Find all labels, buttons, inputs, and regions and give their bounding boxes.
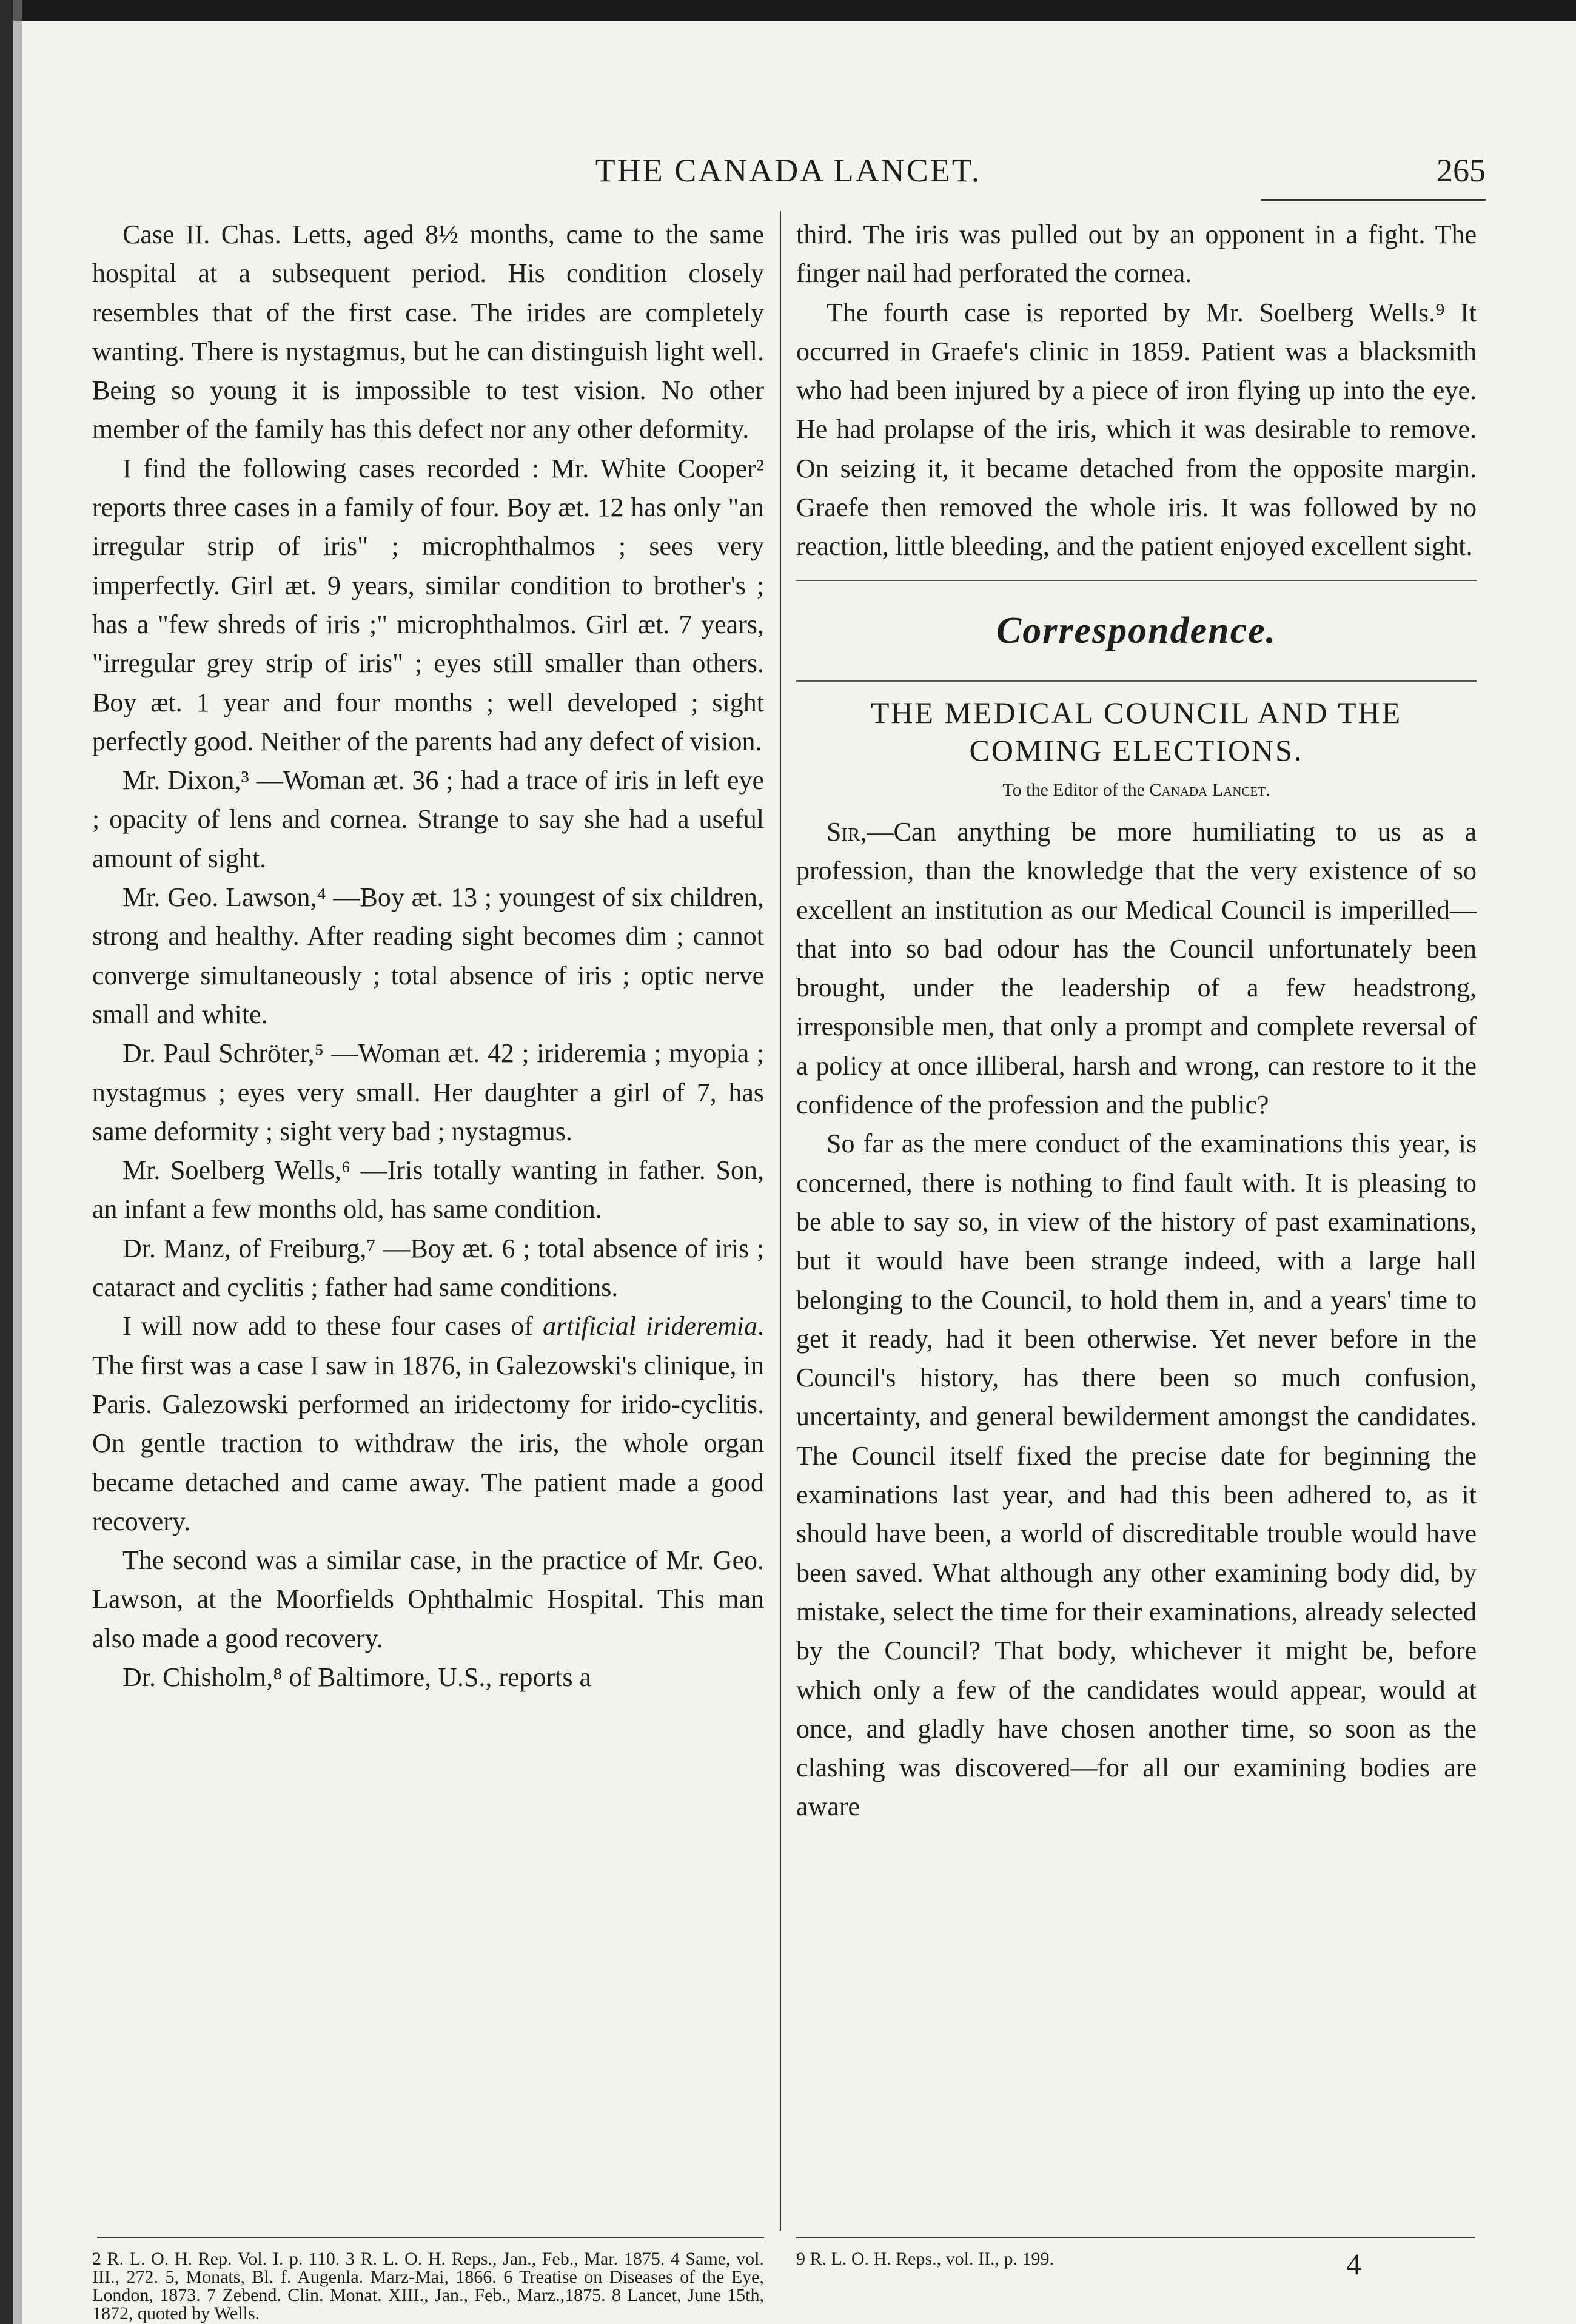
article-title-line-1: THE MEDICAL COUNCIL AND THE <box>870 695 1403 730</box>
artificial-after: . The first was a case I saw in 1876, in Galezowski's clinique, in Paris. Galezowski performed an iridectomy for irido-cyclitis. On gentle traction to withdraw the iris, the whole organ became detached and came away. The patient made a good recovery. <box>92 1311 765 1536</box>
page-header <box>91 152 1486 194</box>
paragraph-dixon: Mr. Dixon,³ —Woman æt. 36 ; had a trace of iris in left eye ; opacity of lens and cornea. Strange to say she had a useful amount of sight. <box>92 765 764 873</box>
paragraph-chisholm: Dr. Chisholm,⁸ of Baltimore, U.S., reports a <box>122 1662 592 1692</box>
paragraph-artificial-irideremia <box>92 1307 764 1541</box>
paragraph-soelberg-wells: Mr. Soelberg Wells,⁶ —Iris totally wanting in father. Son, an infant a few months old, has same condition. <box>92 1155 764 1224</box>
footnotes-right: 9 R. L. O. H. Reps., vol. II., p. 199. <box>796 2249 1054 2269</box>
paragraph-schroter: Dr. Paul Schröter,⁵ —Woman æt. 42 ; irideremia ; myopia ; nystagmus ; eyes very small. Her daughter a girl of 7, has same deformity ; sight very bad ; nystagmus. <box>92 1038 764 1146</box>
footnotes-left: 2 R. L. O. H. Rep. Vol. I. p. 110. 3 R. L. O. H. Reps., Jan., Feb., Mar. 1875. 4 Same, vol. III., 272. 5, Monats, Bl. f. Augenla. Marz-Mai, 1866. 6 Treatise on Diseases of the Eye, London, 1873. 7 Zebend. Clin. Monat. XIII., Jan., Feb., Marz.,1875. 8 Lancet, June 15th, 1872, quoted by Wells. <box>92 2249 764 2323</box>
section-heading-correspondence: Correspondence. <box>996 610 1277 651</box>
letter-opening-text: —Can anything be more humiliating to us as a profession, than the knowledge that the very existence of so excellent an institution as our Medical Council is imperilled—that into so bad odour has the Council unfortunately been brought, under the leadership of a few headstrong, irresponsible men, that only a prompt and complete reversal of a policy at once illiberal, harsh and wrong, can restore to it the confidence of the profession and the public? <box>796 816 1477 1120</box>
section-rule-bottom <box>796 680 1477 682</box>
article-title <box>796 694 1477 769</box>
column-divider <box>780 211 781 2231</box>
footnote-rule-right <box>796 2237 1475 2238</box>
artificial-before: I will now add to these four cases of <box>122 1311 543 1342</box>
dedication-prefix: To the Editor of the <box>1002 779 1150 800</box>
left-column <box>92 215 764 1697</box>
paragraph-second-case: The second was a similar case, in the practice of Mr. Geo. Lawson, at the Moorfields Ophthalmic Hospital. This man also made a good recovery. <box>92 1545 764 1653</box>
scan-left-shadow <box>13 0 22 2324</box>
paragraph-examinations: So far as the mere conduct of the examinations this year, is concerned, there is nothing to find fault with. It is pleasing to be able to say so, in view of the history of past examinations, but it would have been strange indeed, with a large hall belonging to the Council, to hold them in, and a years' time to get it ready, had it been otherwise. Yet never before in the Council's history, has there been so much confusion, uncertainty, and general bewilderment amongst the candidates. The Council itself fixed the precise date for beginning the examinations last year, and had this been adhered to, as it should have been, a world of discreditable trouble would have been saved. What although any other examining body did, by mistake, select the time for their examinations, already selected by the Council? That body, whichever it might be, before which only a few of the candidates would appear, would at once, and gladly have chosen another time, so soon as the clashing was discovered—for all our examining bodies are aware <box>796 1129 1477 1822</box>
paragraph-third-case: third. The iris was pulled out by an opponent in a fight. The finger nail had perforated the cornea. <box>796 220 1477 289</box>
scan-top-edge <box>0 0 1576 21</box>
page-number: 265 <box>1437 152 1486 189</box>
footnote-rule-left <box>97 2237 764 2238</box>
paragraph-cases-recorded: I find the following cases recorded : Mr. White Cooper² reports three cases in a family of four. Boy æt. 12 has only "an irregular strip of iris" ; microphthalmos ; sees very imperfectly. Girl æt. 9 years, similar condition to brother's ; has a "few shreds of iris ;" microphthalmos. Girl æt. 7 years, "irregular grey strip of iris" ; eyes still smaller than others. Boy æt. 1 year and four months ; well developed ; sight perfectly good. Neither of the parents had any defect of vision. <box>92 453 764 756</box>
section-rule-top <box>796 580 1477 581</box>
paragraph-manz: Dr. Manz, of Freiburg,⁷ —Boy æt. 6 ; total absence of iris ; cataract and cyclitis ; father had same conditions. <box>92 1233 764 1303</box>
dedication-line <box>796 775 1477 805</box>
scan-left-edge <box>0 0 13 2324</box>
running-title: THE CANADA LANCET. <box>595 152 982 189</box>
paragraph-fourth-case: The fourth case is reported by Mr. Soelberg Wells.⁹ It occurred in Graefe's clinic in 1859. Patient was a blacksmith who had been injured by a piece of iron flying up into the eye. He had prolapse of the iris, which it was desirable to remove. On seizing it, it became detached from the opposite margin. Graefe then removed the whole iris. It was followed by no reaction, little bleeding, and the patient enjoyed excellent sight. <box>796 297 1477 562</box>
header-rule <box>1261 199 1486 201</box>
signature-mark: 4 <box>1346 2247 1361 2281</box>
article-title-line-2: COMING ELECTIONS. <box>969 733 1304 767</box>
right-column <box>796 215 1477 1827</box>
paragraph-lawson: Mr. Geo. Lawson,⁴ —Boy æt. 13 ; youngest of six children, strong and healthy. After reading sight becomes dim ; cannot converge simultaneously ; total absence of iris ; optic nerve small and white. <box>92 882 764 1029</box>
paragraph-case-ii: Case II. Chas. Letts, aged 8½ months, came to the same hospital at a subsequent period. His condition closely resembles that of the first case. The irides are completely wanting. There is nystagmus, but he can distinguish light well. Being so young it is impossible to test vision. No other member of the family has this defect nor any other deformity. <box>92 220 764 445</box>
paragraph-letter-opening <box>796 813 1477 1124</box>
dedication-journal: Canada Lancet. <box>1149 779 1270 800</box>
artificial-emphasis: artificial irideremia <box>542 1311 758 1342</box>
salutation: Sir, <box>827 816 867 847</box>
